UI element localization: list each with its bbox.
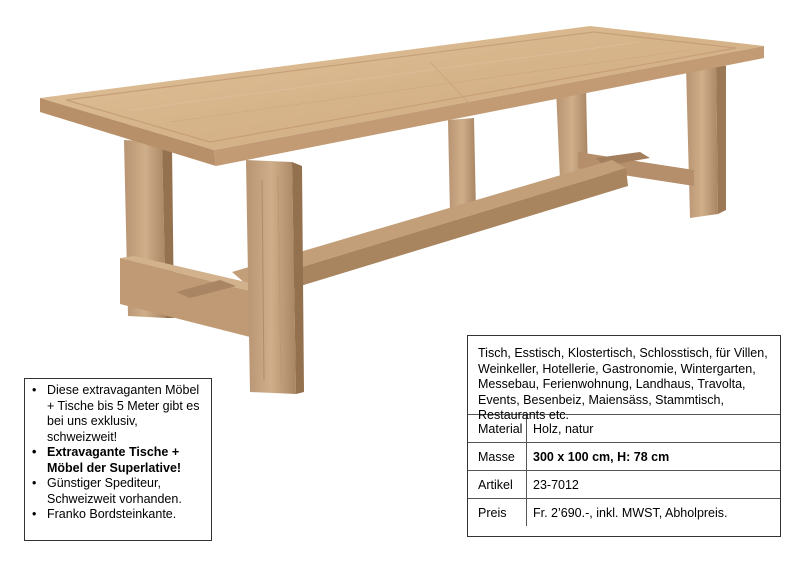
tabletop [40, 26, 764, 166]
center-leg [448, 118, 476, 214]
product-info-box [467, 335, 781, 537]
spec-value: Fr. 2’690.-, inkl. MWST, Abholpreis. [533, 505, 728, 520]
features-box [24, 378, 212, 541]
feature-text: Franko Bordsteinkante. [47, 507, 177, 521]
spec-table [468, 415, 780, 526]
spec-label: Preis [468, 499, 527, 527]
feature-item [29, 383, 205, 445]
feature-text: Extravagante Tische + Möbel der Superlative! [47, 445, 182, 475]
feature-text: Günstiger Spediteur, Schweizweit vorhanden. [47, 476, 182, 506]
feature-item [29, 476, 205, 507]
spec-label: Material [468, 415, 527, 443]
bullet-icon: • [32, 476, 37, 490]
back-leg-right [686, 62, 726, 218]
product-description: Tisch, Esstisch, Klostertisch, Schlosstisch, für Villen, Weinkeller, Hotellerie, Gastronomie, Wintergarten, Messebau, Ferienwohnung, Landhaus, Travolta, Events, Besenbeiz, Maiensäss, Stammtisch, Restaurants etc. [468, 336, 780, 415]
spec-label: Artikel [468, 471, 527, 499]
spec-label: Masse [468, 443, 527, 471]
front-right-leg [246, 160, 304, 394]
bullet-icon: • [32, 507, 37, 521]
spec-row-masse [468, 443, 780, 471]
spec-row-preis [468, 499, 780, 527]
bullet-icon: • [32, 383, 37, 397]
feature-item [29, 445, 205, 476]
feature-item [29, 507, 205, 523]
spec-value: 23-7012 [527, 471, 781, 499]
spec-value: Holz, natur [527, 415, 781, 443]
spec-value: 300 x 100 cm, H: 78 cm [527, 443, 781, 471]
feature-text: Diese extravaganten Möbel + Tische bis 5 Meter gibt es bei uns exklusiv, schweizweit! [47, 383, 200, 444]
spec-row-artikel [468, 471, 780, 499]
features-list [29, 383, 205, 523]
bullet-icon: • [32, 445, 37, 459]
